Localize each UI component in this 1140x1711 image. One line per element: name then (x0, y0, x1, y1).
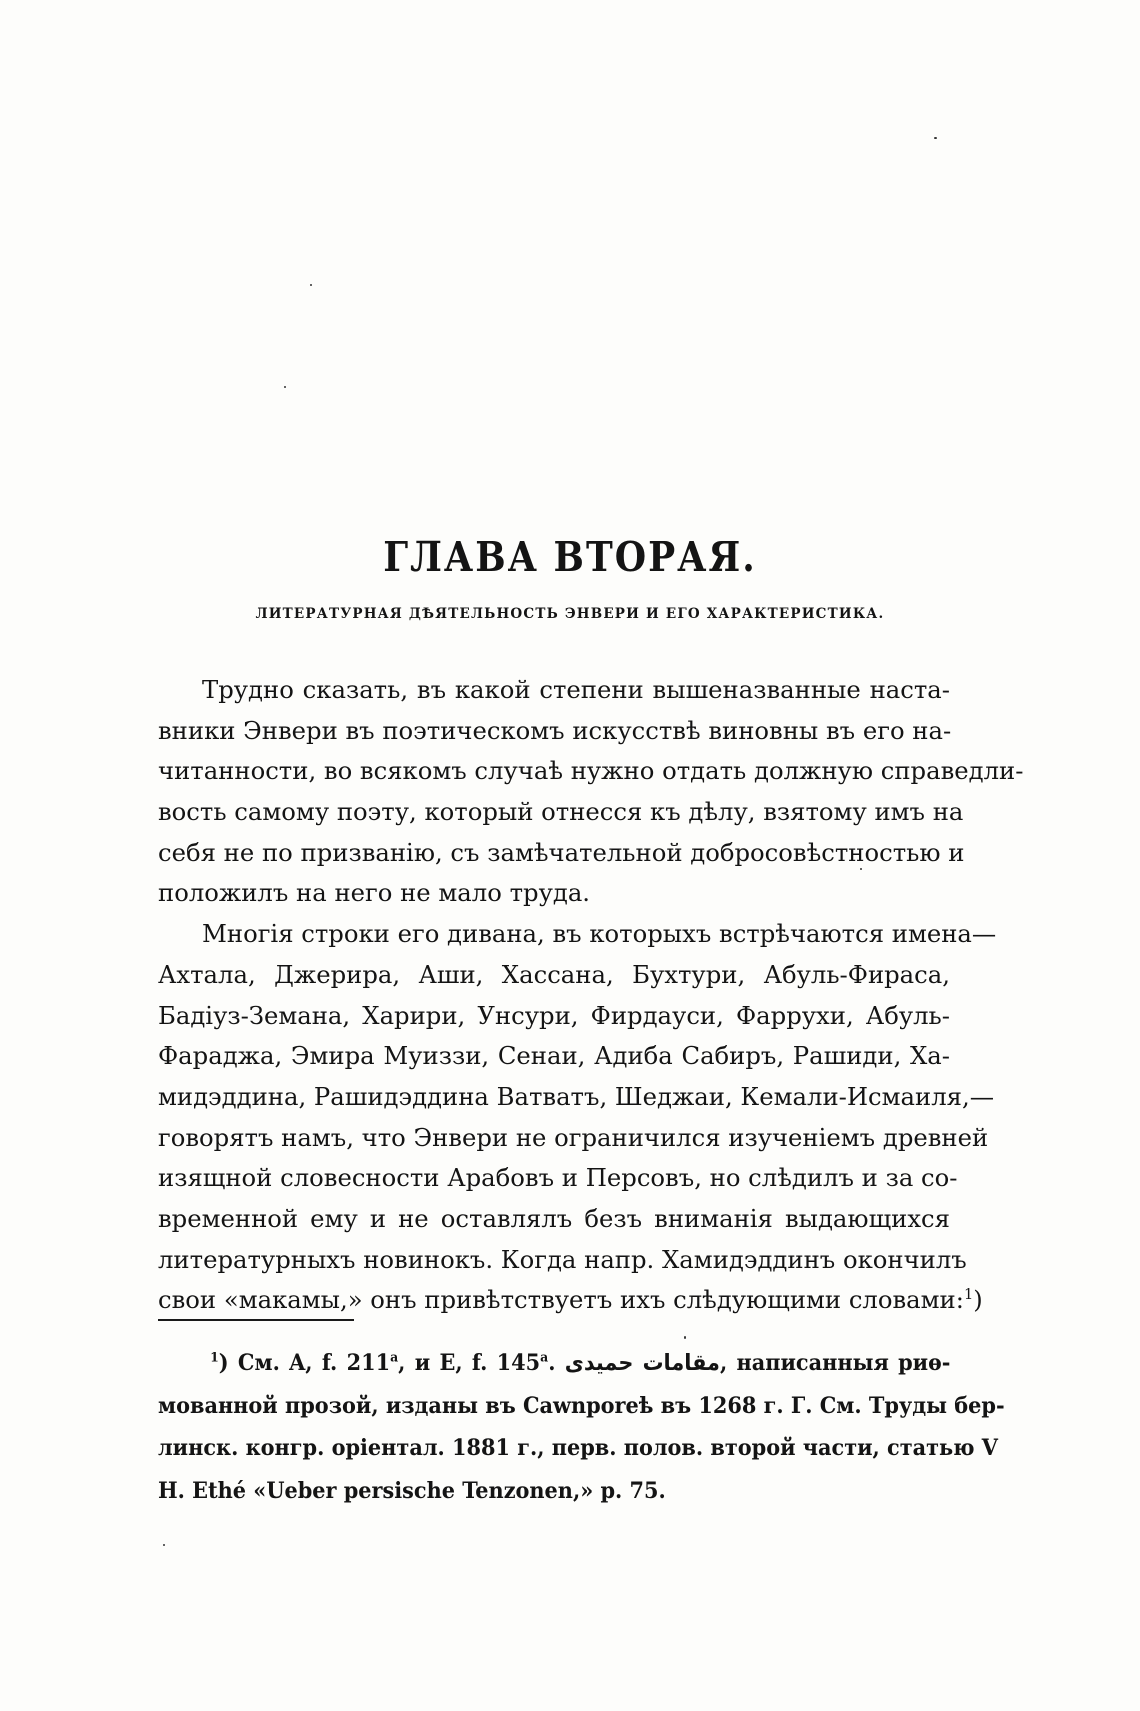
footnote-line: H. Ethé «Ueber persische Tenzonen,» p. 75. (158, 1477, 666, 1504)
paper-speck (163, 1544, 165, 1546)
body-line: читанности, во всякомъ случаѣ нужно отдать должную справедли- (158, 756, 1024, 786)
body-line: Ахтала, Джерира, Аши, Хассана, Бухтури, Абуль-Фираса, (158, 959, 950, 989)
chapter-title: ГЛАВА ВТОРАЯ. (383, 532, 757, 582)
body-line: Трудно сказать, въ какой степени вышеназванные наста- (202, 675, 950, 704)
footnote-ref-b: , и E, f. 145 (398, 1350, 541, 1376)
body-line: вники Энвери въ поэтическомъ искусствѣ виновны въ его на- (158, 715, 952, 745)
body-line: положилъ на него не мало труда. (158, 878, 591, 908)
body-line: литературныхъ новинокъ. Когда напр. Хамидэддинъ окончилъ (158, 1244, 967, 1274)
body-line: себя не по призванію, съ замѣчательной добросовѣстностью и (158, 837, 965, 867)
footnote-ref-a: См. A, f. 211 (237, 1350, 391, 1376)
paper-speck (684, 1336, 686, 1339)
footnote (158, 1342, 1005, 1512)
body-line: Фараджа, Эмира Муиззи, Сенаи, Адиба Сабиръ, Рашиди, Ха- (158, 1041, 950, 1071)
paper-speck (310, 284, 312, 286)
body-line: мидэддина, Рашидэддина Ватватъ, Шеджаи, Кемали-Исмаиля,— (158, 1081, 995, 1111)
footnote-line1-end: , написанныя риѳ- (719, 1350, 951, 1376)
footnote-divider (158, 1319, 354, 1321)
body-line-last: свои «макамы,» онъ привѣтствуетъ ихъ слѣдующими словами:$^1$) (158, 1285, 983, 1315)
footnote-reference: 1 (963, 1286, 974, 1304)
folio-side-b: a (540, 1349, 549, 1366)
body-line: Бадіуз-Земана, Харири, Унсури, Фирдауси, Фаррухи, Абуль- (158, 1000, 950, 1030)
body-line: говорятъ намъ, что Энвери не ограничился изученіемъ древней (158, 1122, 989, 1152)
footnote-line: мованной прозой, изданы въ Cawnporeѣ въ 1268 г. Г. См. Труды бер- (158, 1392, 1005, 1419)
paper-speck (934, 137, 937, 139)
footnote-line: $^1$) См. A, f. 211$^a$, и E, f. 145$^a$. مقامات حمیدی, написанныя риѳ- (210, 1349, 951, 1376)
body-line: вость самому поэту, который отнесся къ дѣлу, взятому имъ на (158, 797, 964, 827)
footnote-marker: 1 (210, 1349, 219, 1366)
folio-side-a: a (390, 1349, 399, 1366)
body-text (158, 670, 1024, 1321)
body-line: Многія строки его дивана, въ которыхъ встрѣчаются имена— (202, 919, 997, 949)
footnote-line: линск. конгр. оріентал. 1881 г., перв. полов. второй части, статью V (158, 1435, 998, 1461)
arabic-title: مقامات حمیدی (564, 1350, 720, 1376)
chapter-subtitle: ЛИТЕРАТУРНАЯ ДѢЯТЕЛЬНОСТЬ ЭНВЕРИ И ЕГО ХАРАКТЕРИСТИКА. (255, 606, 885, 622)
body-line: временной ему и не оставлялъ безъ вниманія выдающихся (158, 1203, 950, 1233)
paper-speck (860, 868, 862, 870)
paper-speck (284, 386, 286, 388)
body-line: изящной словесности Арабовъ и Персовъ, но слѣдилъ и за со- (158, 1163, 958, 1193)
body-line-text: свои «макамы,» онъ привѣтствуетъ ихъ слѣдующими словами: (158, 1285, 964, 1315)
